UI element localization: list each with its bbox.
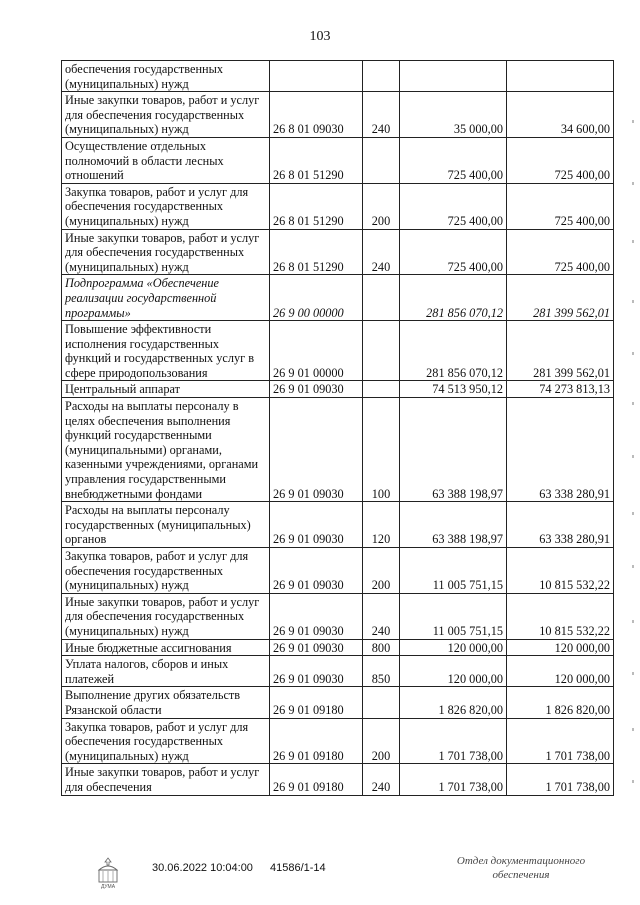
row-type-cell bbox=[363, 321, 400, 381]
table-row bbox=[62, 183, 614, 229]
page-number: 103 bbox=[309, 29, 331, 44]
row-value-1-cell: 35 000,00 bbox=[400, 92, 507, 138]
table-row bbox=[62, 229, 614, 275]
row-value-1-cell: 11 005 751,15 bbox=[400, 593, 507, 639]
row-code-cell: 26 9 01 09030 bbox=[270, 398, 363, 502]
row-code-cell: 26 9 01 09030 bbox=[270, 639, 363, 656]
row-value-2-cell: 1 826 820,00 bbox=[507, 687, 614, 718]
row-code-cell: 26 9 01 00000 bbox=[270, 321, 363, 381]
row-value-1-cell: 1 701 738,00 bbox=[400, 718, 507, 764]
stamp-reg-number: 41586/1-14 bbox=[270, 862, 326, 874]
row-code-cell: 26 8 01 51290 bbox=[270, 137, 363, 183]
row-name-cell: Расходы на выплаты персоналу в целях обеспечения выполнения функций государственными (муниципальными) органами, казенными учреждениями, органами управления государственными внебюджетными фондами bbox=[62, 398, 270, 502]
row-name-cell: Повышение эффективности исполнения государственных функций и государственных услуг в сфере природопользования bbox=[62, 321, 270, 381]
row-value-1-cell: 281 856 070,12 bbox=[400, 275, 507, 321]
row-value-1-cell: 725 400,00 bbox=[400, 183, 507, 229]
table-row bbox=[62, 548, 614, 594]
row-name-cell: Центральный аппарат bbox=[62, 381, 270, 398]
row-value-2-cell: 725 400,00 bbox=[507, 229, 614, 275]
department-stamp bbox=[436, 854, 606, 882]
row-value-1-cell: 725 400,00 bbox=[400, 229, 507, 275]
row-type-cell: 200 bbox=[363, 183, 400, 229]
table-row bbox=[62, 656, 614, 687]
row-type-cell: 800 bbox=[363, 639, 400, 656]
row-type-cell bbox=[363, 381, 400, 398]
table-row bbox=[62, 61, 614, 92]
row-type-cell bbox=[363, 61, 400, 92]
row-value-2-cell bbox=[507, 61, 614, 92]
table-row bbox=[62, 718, 614, 764]
row-value-2-cell: 281 399 562,01 bbox=[507, 275, 614, 321]
department-line-2: обеспечения bbox=[492, 869, 550, 881]
row-name-cell: Расходы на выплаты персоналу государственных (муниципальных) органов bbox=[62, 502, 270, 548]
row-value-2-cell: 725 400,00 bbox=[507, 137, 614, 183]
duma-emblem-icon bbox=[93, 856, 123, 890]
row-name-cell: Иные закупки товаров, работ и услуг для обеспечения государственных (муниципальных) нужд bbox=[62, 229, 270, 275]
department-line-1: Отдел документационного bbox=[456, 855, 586, 867]
row-value-2-cell: 281 399 562,01 bbox=[507, 321, 614, 381]
row-value-1-cell: 11 005 751,15 bbox=[400, 548, 507, 594]
stamp-date: 30.06.2022 10:04:00 bbox=[152, 862, 253, 874]
row-value-1-cell: 120 000,00 bbox=[400, 639, 507, 656]
row-name-cell: Закупка товаров, работ и услуг для обеспечения государственных (муниципальных) нужд bbox=[62, 548, 270, 594]
table-row bbox=[62, 398, 614, 502]
row-value-1-cell bbox=[400, 61, 507, 92]
row-name-cell: Иные бюджетные ассигнования bbox=[62, 639, 270, 656]
row-type-cell: 200 bbox=[363, 718, 400, 764]
row-name-cell: Осуществление отдельных полномочий в области лесных отношений bbox=[62, 137, 270, 183]
row-type-cell: 850 bbox=[363, 656, 400, 687]
row-type-cell bbox=[363, 137, 400, 183]
row-value-1-cell: 63 388 198,97 bbox=[400, 398, 507, 502]
row-value-1-cell: 74 513 950,12 bbox=[400, 381, 507, 398]
row-type-cell: 120 bbox=[363, 502, 400, 548]
row-code-cell bbox=[270, 61, 363, 92]
table-row bbox=[62, 275, 614, 321]
table-row bbox=[62, 639, 614, 656]
row-name-cell: Иные закупки товаров, работ и услуг для обеспечения государственных (муниципальных) нужд bbox=[62, 593, 270, 639]
table-row bbox=[62, 502, 614, 548]
table-row bbox=[62, 764, 614, 795]
row-value-1-cell: 1 701 738,00 bbox=[400, 764, 507, 795]
row-value-1-cell: 63 388 198,97 bbox=[400, 502, 507, 548]
row-value-1-cell: 725 400,00 bbox=[400, 137, 507, 183]
table-row bbox=[62, 381, 614, 398]
row-type-cell: 240 bbox=[363, 92, 400, 138]
row-name-cell: Подпрограмма «Обеспечение реализации государственной программы» bbox=[62, 275, 270, 321]
row-value-2-cell: 74 273 813,13 bbox=[507, 381, 614, 398]
row-code-cell: 26 9 01 09180 bbox=[270, 764, 363, 795]
row-name-cell: Закупка товаров, работ и услуг для обеспечения государственных (муниципальных) нужд bbox=[62, 183, 270, 229]
row-type-cell bbox=[363, 275, 400, 321]
row-type-cell: 240 bbox=[363, 593, 400, 639]
row-name-cell: Иные закупки товаров, работ и услуг для обеспечения государственных (муниципальных) нужд bbox=[62, 92, 270, 138]
row-code-cell: 26 8 01 51290 bbox=[270, 183, 363, 229]
row-code-cell: 26 9 01 09180 bbox=[270, 687, 363, 718]
row-code-cell: 26 9 01 09030 bbox=[270, 381, 363, 398]
row-type-cell: 240 bbox=[363, 229, 400, 275]
row-name-cell: Иные закупки товаров, работ и услуг для обеспечения bbox=[62, 764, 270, 795]
row-code-cell: 26 9 01 09180 bbox=[270, 718, 363, 764]
table-row bbox=[62, 92, 614, 138]
table-row bbox=[62, 593, 614, 639]
row-code-cell: 26 9 01 09030 bbox=[270, 656, 363, 687]
row-value-2-cell: 1 701 738,00 bbox=[507, 764, 614, 795]
row-value-2-cell: 1 701 738,00 bbox=[507, 718, 614, 764]
row-value-2-cell: 120 000,00 bbox=[507, 639, 614, 656]
row-value-2-cell: 120 000,00 bbox=[507, 656, 614, 687]
row-value-2-cell: 34 600,00 bbox=[507, 92, 614, 138]
row-value-2-cell: 63 338 280,91 bbox=[507, 398, 614, 502]
table-row bbox=[62, 321, 614, 381]
row-code-cell: 26 8 01 09030 bbox=[270, 92, 363, 138]
row-value-2-cell: 725 400,00 bbox=[507, 183, 614, 229]
row-value-2-cell: 10 815 532,22 bbox=[507, 548, 614, 594]
row-code-cell: 26 8 01 51290 bbox=[270, 229, 363, 275]
row-code-cell: 26 9 01 09030 bbox=[270, 593, 363, 639]
emblem-text: ДУМА bbox=[100, 884, 116, 890]
row-name-cell: обеспечения государственных (муниципальных) нужд bbox=[62, 61, 270, 92]
row-code-cell: 26 9 01 09030 bbox=[270, 548, 363, 594]
row-value-1-cell: 281 856 070,12 bbox=[400, 321, 507, 381]
table-row bbox=[62, 137, 614, 183]
table-row bbox=[62, 687, 614, 718]
row-type-cell: 200 bbox=[363, 548, 400, 594]
row-code-cell: 26 9 01 09030 bbox=[270, 502, 363, 548]
row-name-cell: Выполнение других обязательств Рязанской области bbox=[62, 687, 270, 718]
row-name-cell: Закупка товаров, работ и услуг для обеспечения государственных (муниципальных) нужд bbox=[62, 718, 270, 764]
row-type-cell: 100 bbox=[363, 398, 400, 502]
row-value-2-cell: 10 815 532,22 bbox=[507, 593, 614, 639]
row-type-cell: 240 bbox=[363, 764, 400, 795]
row-code-cell: 26 9 00 00000 bbox=[270, 275, 363, 321]
row-value-2-cell: 63 338 280,91 bbox=[507, 502, 614, 548]
row-value-1-cell: 120 000,00 bbox=[400, 656, 507, 687]
budget-table bbox=[61, 60, 614, 796]
row-name-cell: Уплата налогов, сборов и иных платежей bbox=[62, 656, 270, 687]
row-type-cell bbox=[363, 687, 400, 718]
row-value-1-cell: 1 826 820,00 bbox=[400, 687, 507, 718]
